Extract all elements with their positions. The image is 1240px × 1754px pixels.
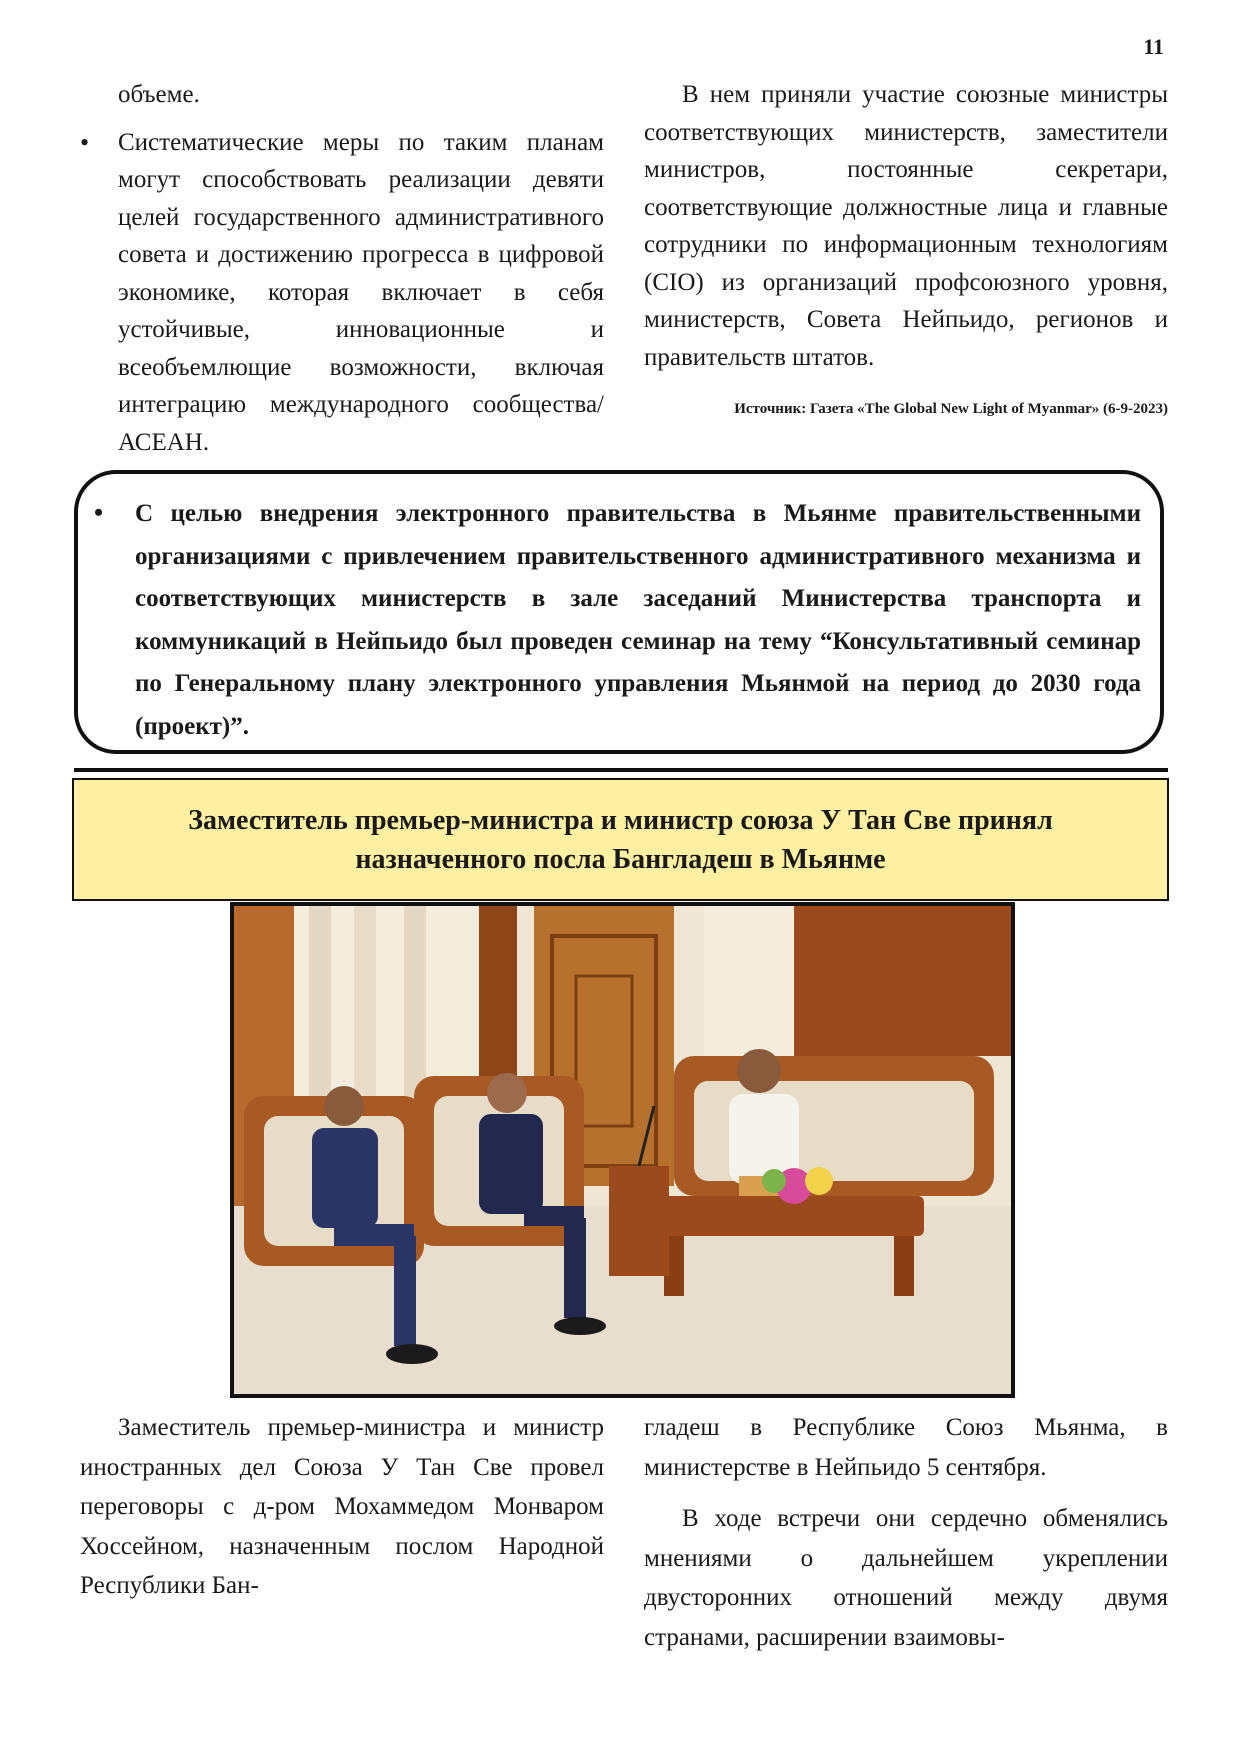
article-title-line-1: Заместитель премьер-министра и министр союза У Тан Све принял [188, 804, 1053, 836]
right-column-bottom [644, 1408, 1168, 1657]
highlight-box [74, 470, 1164, 754]
left-column-top [80, 76, 604, 461]
source-citation: Источник: Газета «The Global New Light of Myanmar» (6-9-2023) [734, 401, 1168, 417]
article-title [131, 801, 1111, 879]
meeting-paragraph-continued: гладеш в Республике Союз Мьянма, в министерстве в Нейпьидо 5 сентября. [644, 1414, 1168, 1481]
highlight-text: С целью внедрения электронного правительства в Мьянме правительственными организациями с привлечением правительственного административного механизма и соответствующих министерств в зале заседаний Министерства транспорта и коммуникаций в Нейпьидо был проведен семинар на тему “Консультативный семинар по Генеральному плану электронного управления Мьянмой на период до 2030 года (проект)”. [135, 500, 1141, 740]
meeting-paragraph: Заместитель премьер-министра и министр иностранных дел Союза У Тан Све провел переговоры с д-ром Мохаммедом Монваром Хоссейном, назначенным послом Народной Республики Бан- [80, 1414, 604, 1599]
section-divider [74, 768, 1168, 772]
article-title-box [72, 778, 1169, 901]
meeting-photo [230, 902, 1015, 1398]
continuation-text: объеме. [118, 81, 200, 108]
bullet-icon: • [94, 498, 104, 527]
participants-paragraph: В нем приняли участие союзные министры соответствующих министерств, заместители министров, постоянные секретари, соответствующие должностные лица и главные сотрудники по информационным технологиям (CIO) из организаций профсоюзного уровня, министерств, Совета Нейпьидо, регионов и правительств штатов. [644, 81, 1168, 371]
bullet-item: • Систематические меры по таким планам могут способствовать реализации девяти целей государственного административного совета и достижению прогресса в цифровой экономике, которая включает в себя устойчивые, инновационные и всеобъемлющие возможности, включая интеграцию международного сообщества/АСЕАН. [80, 124, 604, 462]
bullet-list [80, 124, 604, 462]
article-title-line-2: назначенного посла Бангладеш в Мьянме [355, 843, 886, 875]
exchange-paragraph: В ходе встречи они сердечно обменялись мнениями о дальнейшем укреплении двусторонних отношений между двумя странами, расширении взаимовы- [644, 1505, 1168, 1651]
page-number: 11 [1143, 34, 1164, 59]
right-column-top [644, 76, 1168, 418]
left-column-bottom [80, 1408, 604, 1606]
